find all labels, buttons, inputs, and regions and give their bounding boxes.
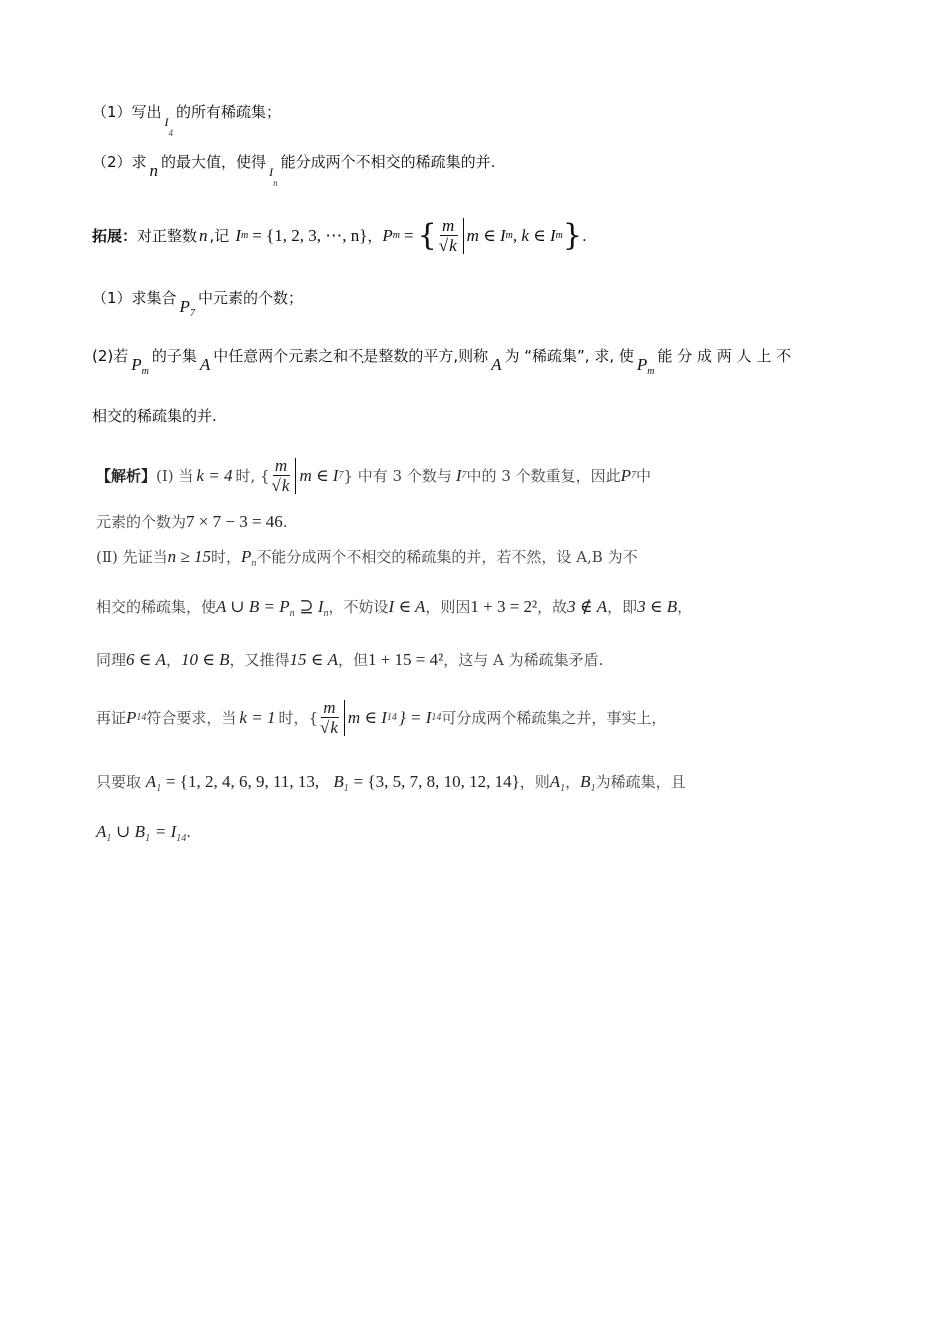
solution-fraction-1: $\frac{m}{√k}$ [271,455,290,495]
extension-fraction: $\frac{m}{√k}$ [438,215,457,255]
extension-text-1: 对正整数 [137,227,198,245]
part-1-label: （1）求集合 [92,289,177,307]
part-2-P2: P [636,355,648,374]
extension-frac-den: k [449,235,457,255]
part-2-emphasis: 不是 [348,347,379,365]
q1-label: （1）写出 [92,103,162,121]
part-2: (2)若 $P_m$的子集 A 中任意两个元素之和不是整数的平方,则称 A 为 “稀疏集”, 求, 使 $P_m$能 分 成 两 人 上 不 [92,347,792,377]
part-2-line-2: 相交的稀疏集的并. [92,407,217,425]
q2-set-sub: n [273,178,278,188]
extension-I: I [235,226,241,245]
part-1-P: P [179,297,190,316]
extension-bar [463,218,464,254]
question-2 [92,152,496,188]
solution-line-2: 元素的个数为7 × 7 − 3 = 46. [96,512,288,531]
extension-P: P [382,226,393,245]
part-2-text-3: 为 “稀疏集”, 求, 使 [504,347,634,365]
part-1-tail: 中元素的个数； [197,289,303,307]
extension-sep: ， [367,227,383,245]
part-2-text-1: 的子集 [151,347,197,365]
extension-P-sub: m [392,230,401,241]
solution-line-5: 同理6 ∈ A，10 ∈ B，又推得15 ∈ A，但1 + 15 = 4²，这与 A 为稀疏集矛盾. [96,650,604,669]
solution-line-4: 相交的稀疏集，使A ∪ $B = P_n$ ⊇ $I_n$，不妨设I ∈ A，则因1 + 3 = 2²，故3 ∉ A，即3 ∈ B， [96,597,693,619]
q2-label: （2）求 [92,153,147,171]
solution-line-7: 只要取 $A_1 = \{1$, 2, 4, 6, 9, 11, 13, $B_1 = \{3$, 5, 7, 8, 10, 12, 14}，则$A_1$，$B_1$为稀疏集，且 [96,772,686,794]
solution-line-1: 【解析】 (Ⅰ) 当 k = 4 时, { $\frac{m}{√k}$ m ∈ I 7 } 中有 3 个数与 I 7 中的 3 个数重复，因此 P 7 中 [96,455,652,495]
q2-n: n [149,161,159,180]
question-1 [92,102,282,138]
extension-set: = {1, 2, 3, ⋯, n} [252,226,368,245]
extension-cond: m ∈ I [466,226,506,245]
part-1-P-sub: 7 [189,308,195,319]
part-1 [92,288,303,319]
solution-line-6: 再证 P 14 符合要求，当 k = 1 时，{ $\frac{m}{√k}$ m ∈ I 14 } = I 14 可分成两个稀疏集之并，事实上， [96,697,667,737]
q1-set-sub: 4 [168,128,174,138]
part-2-A2: A [491,355,502,374]
extension-line: 拓展： 对正整数 n ,记 I m = {1, 2, 3, ⋯, n} ， P m = { $\frac{m}{√k}$ m ∈ I m , k ∈ I m } . [92,215,587,255]
solution-line-3: (Ⅱ) 先证当n ≥ 15时，$P_n$不能分成两个不相交的稀疏集的并，若不然，设 A,B 为不 [96,547,638,569]
extension-frac-num: m [442,215,455,235]
extension-text-2: ,记 [209,227,230,245]
solution-fraction-2: $\frac{m}{√k}$ [320,697,338,737]
part-2-A: A [199,355,211,374]
q2-mid: 的最大值，使得 [161,153,267,171]
solution-line-8: $A_1$ ∪ $B_1 = I_{14}$. [96,822,192,844]
extension-label: 拓展： [92,227,138,245]
extension-end: . [582,227,587,245]
part-2-P: P [131,355,142,374]
extension-cond-2: , k ∈ I [512,226,556,245]
part-2-text-4: 能 分 成 两 人 上 不 [657,347,792,365]
extension-I-sub: m [240,230,249,241]
q2-tail: 能分成两个不相交的稀疏集的并. [280,153,496,171]
q2-set-I: I [269,165,274,179]
q1-set-I: I [164,115,169,129]
part-2-text-2c: 整数的平方,则称 [378,347,489,365]
extension-n: n [199,226,208,245]
part-2-label: (2)若 [92,347,129,365]
q1-tail: 的所有稀疏集； [176,103,282,121]
solution-label: 【解析】 [96,467,157,485]
part-2-text-2a: 中任意两个元素之和 [213,347,349,365]
